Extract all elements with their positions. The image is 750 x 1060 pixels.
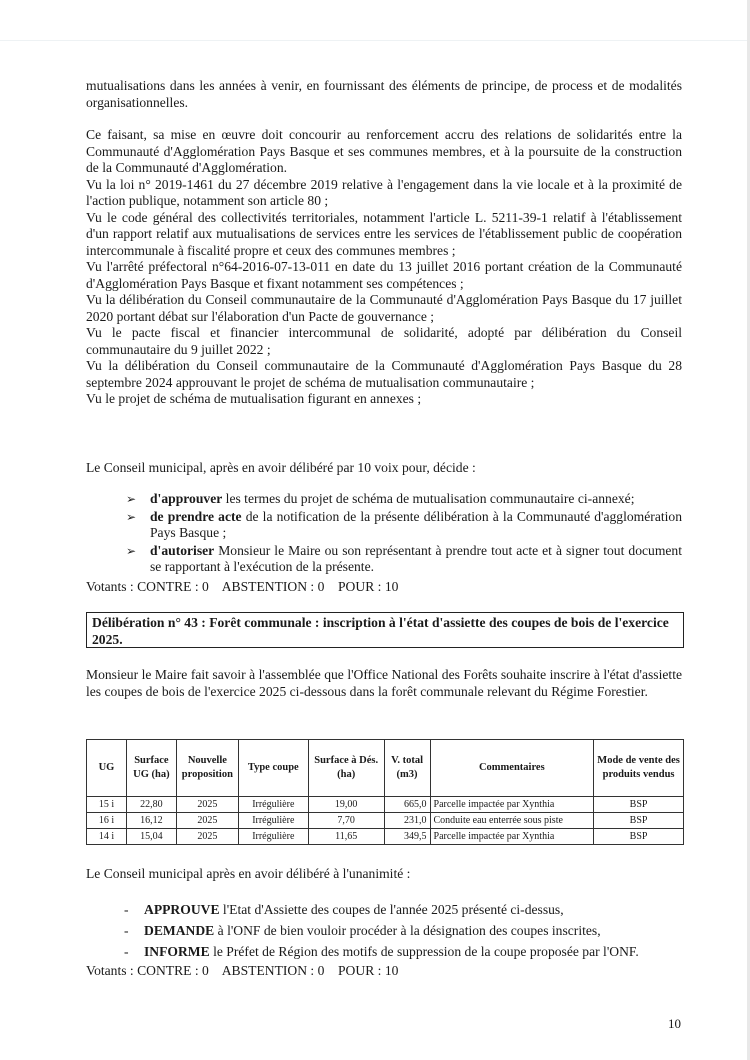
action-verb: DEMANDE — [144, 923, 215, 938]
cell-ug: 14 i — [87, 829, 127, 845]
cell-mode-vente: BSP — [594, 829, 684, 845]
header-nouvelle-proposition: Nouvelle proposition — [176, 740, 238, 797]
decision-verb: d'autoriser — [150, 542, 215, 558]
cell-v-total: 231,0 — [384, 813, 430, 829]
considerants-block — [86, 127, 682, 408]
decision-verb: de prendre acte — [150, 508, 242, 524]
dash-bullet-icon: - — [124, 923, 129, 938]
cell-surface-ug: 22,80 — [126, 797, 176, 813]
action-list — [124, 899, 684, 962]
decision-item — [122, 543, 682, 576]
header-commentaires: Commentaires — [430, 740, 594, 797]
considerant-1: Vu la loi n° 2019-1461 du 27 décembre 2019 relative à l'engagement dans la vie locale et à la proximité de l'action publique, notamment son article 80 ; — [86, 176, 682, 208]
decision-text: de la notification de la présente délibération à la Communauté d'agglomération Pays Basque ; — [150, 508, 682, 540]
arrow-bullet-icon: ➢ — [126, 492, 137, 506]
decision-text: les termes du projet de schéma de mutualisation communautaire ci-annexé; — [222, 491, 635, 506]
votes-summary: Votants : CONTRE : 0 ABSTENTION : 0 POUR : 10 — [86, 963, 399, 978]
cell-proposition: 2025 — [176, 797, 238, 813]
action-text: l'Etat d'Assiette des coupes de l'année 2025 présenté ci-dessus, — [219, 902, 564, 917]
table-row — [87, 813, 684, 829]
maire-statement — [86, 667, 682, 700]
dash-bullet-icon: - — [124, 902, 129, 917]
intro-paragraph — [86, 78, 682, 111]
decision-item — [122, 491, 682, 508]
votes-summary: Votants : CONTRE : 0 ABSTENTION : 0 POUR : 10 — [86, 579, 399, 594]
header-surface-des: Surface à Dés. (ha) — [308, 740, 384, 797]
action-text: le Préfet de Région des motifs de suppression de la coupe proposée par l'ONF. — [209, 944, 639, 959]
action-item — [124, 920, 684, 941]
scan-divider — [0, 40, 750, 41]
decision-text: Monsieur le Maire ou son représentant à prendre tout acte et à signer tout document se rapportant à l'exécution de la présente. — [150, 542, 682, 574]
cell-mode-vente: BSP — [594, 797, 684, 813]
considerant-2: Vu le code général des collectivités territoriales, notamment l'article L. 5211-39-1 relatif à l'établissement d'un rapport relatif aux mutualisations de services entre les services de l'établissement public de coopération intercommunale à fiscalité propre et ceux des communes membres ; — [86, 209, 682, 258]
intro-text: mutualisations dans les années à venir, en fournissant des éléments de principe, de process et de modalités organisationnelles. — [86, 78, 682, 110]
considerant-4: Vu la délibération du Conseil communautaire de la Communauté d'Agglomération Pays Basque du 17 juillet 2020 portant débat sur l'élaboration d'un Pacte de gouvernance ; — [86, 292, 682, 324]
cell-proposition: 2025 — [176, 813, 238, 829]
coupes-table — [86, 739, 684, 845]
cell-surface-des: 7,70 — [308, 813, 384, 829]
header-v-total: V. total (m3) — [384, 740, 430, 797]
maire-statement-text: Monsieur le Maire fait savoir à l'assemblée que l'Office National des Forêts souhaite inscrire à l'état d'assiette les coupes de bois de l'exercice 2025 ci-dessous dans la forêt communale relevant du Régime Forestier. — [86, 667, 682, 699]
page-number: 10 — [668, 1016, 681, 1031]
header-surface-ug: Surface UG (ha) — [126, 740, 176, 797]
conseil-unanimite-text: Le Conseil municipal après en avoir délibéré à l'unanimité : — [86, 866, 411, 881]
table-header-row — [87, 740, 684, 797]
arrow-bullet-icon: ➢ — [126, 509, 137, 524]
action-item — [124, 941, 684, 962]
table-row — [87, 797, 684, 813]
header-ug: UG — [87, 740, 127, 797]
cell-type-coupe: Irrégulière — [238, 829, 308, 845]
cell-mode-vente: BSP — [594, 813, 684, 829]
considerant-6: Vu la délibération du Conseil communautaire de la Communauté d'Agglomération Pays Basque du 28 septembre 2024 approuvant le projet de schéma de mutualisation communautaire ; — [86, 358, 682, 390]
cell-type-coupe: Irrégulière — [238, 813, 308, 829]
cell-surface-des: 19,00 — [308, 797, 384, 813]
cell-v-total: 665,0 — [384, 797, 430, 813]
decision-verb: d'approuver — [150, 491, 223, 506]
cell-commentaire: Parcelle impactée par Xynthia — [430, 797, 594, 813]
cell-v-total: 349,5 — [384, 829, 430, 845]
conseil-decide-text: Le Conseil municipal, après en avoir délibéré par 10 voix pour, décide : — [86, 460, 476, 475]
considerant-5: Vu le pacte fiscal et financier intercommunal de solidarité, adopté par délibération du Conseil communautaire du 9 juillet 2022 ; — [86, 325, 682, 357]
decision-list — [122, 491, 682, 577]
conseil-decide — [86, 460, 682, 477]
cell-surface-ug: 15,04 — [126, 829, 176, 845]
header-type-coupe: Type coupe — [238, 740, 308, 797]
cell-ug: 16 i — [87, 813, 127, 829]
considerant-3: Vu l'arrêté préfectoral n°64-2016-07-13-011 en date du 13 juillet 2016 portant création de la Communauté d'Agglomération Pays Basque et fixant notamment ses compétences ; — [86, 259, 682, 291]
table-row — [87, 829, 684, 845]
cell-commentaire: Conduite eau enterrée sous piste — [430, 813, 594, 829]
action-verb: APPROUVE — [144, 902, 220, 917]
header-mode-vente: Mode de vente des produits vendus — [594, 740, 684, 797]
action-item — [124, 899, 684, 920]
cell-surface-ug: 16,12 — [126, 813, 176, 829]
conseil-unanimite — [86, 866, 682, 883]
considerant-7: Vu le projet de schéma de mutualisation figurant en annexes ; — [86, 391, 422, 406]
action-text: à l'ONF de bien vouloir procéder à la désignation des coupes inscrites, — [214, 923, 601, 938]
dash-bullet-icon: - — [124, 944, 129, 959]
deliberation-43-title: Délibération n° 43 : Forêt communale : inscription à l'état d'assiette des coupes de bois de l'exercice 2025. — [86, 612, 684, 648]
cell-type-coupe: Irrégulière — [238, 797, 308, 813]
decision-item — [122, 509, 682, 542]
cell-surface-des: 11,65 — [308, 829, 384, 845]
cell-proposition: 2025 — [176, 829, 238, 845]
considerant-0: Ce faisant, sa mise en œuvre doit concourir au renforcement accru des relations de solidarités entre la Communauté d'Agglomération Pays Basque et ses communes membres, et à la poursuite de la construction de la Communauté d'Agglomération. — [86, 127, 682, 175]
action-verb: INFORME — [144, 944, 210, 959]
cell-commentaire: Parcelle impactée par Xynthia — [430, 829, 594, 845]
arrow-bullet-icon: ➢ — [126, 543, 137, 558]
cell-ug: 15 i — [87, 797, 127, 813]
